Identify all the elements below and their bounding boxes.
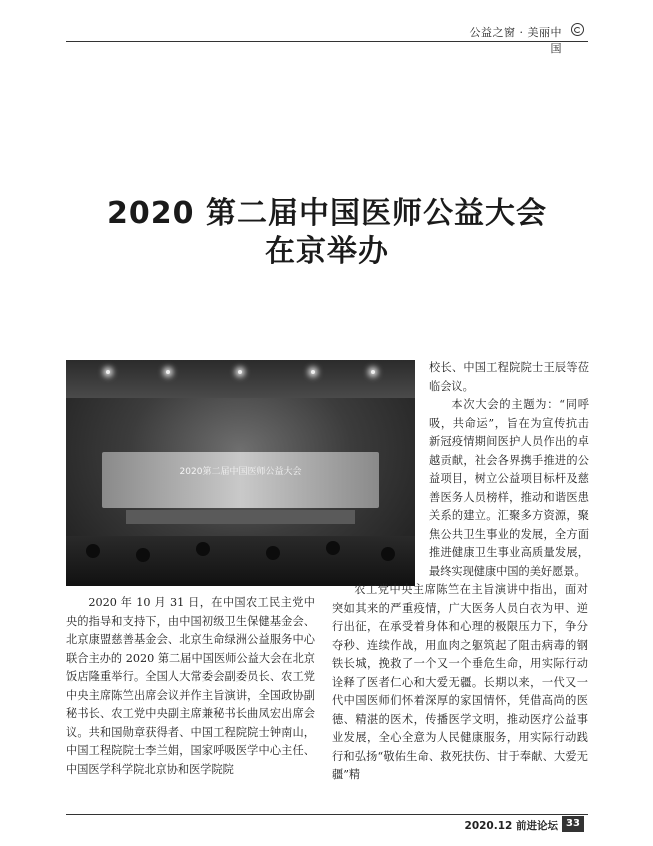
article-right-lower-column [332, 581, 588, 785]
audience-head [381, 547, 395, 561]
conference-photo [66, 360, 415, 586]
footer-issue: 2020.12 前进论坛 [464, 820, 558, 832]
stage-light [238, 370, 242, 374]
photo-stage [126, 510, 355, 524]
page-number: 33 [562, 816, 584, 832]
stage-light [106, 370, 110, 374]
photo-ceiling [66, 360, 415, 398]
article-right-column [429, 359, 589, 581]
photo-screen [102, 452, 379, 508]
header-divider [66, 41, 588, 42]
audience-head [136, 548, 150, 562]
circle-c-icon [571, 23, 584, 36]
article-left-column [66, 594, 315, 779]
audience-head [266, 546, 280, 560]
photo-screen-text: 2020第二届中国医师公益大会 [179, 467, 302, 477]
photo-audience [66, 536, 415, 586]
stage-light [166, 370, 170, 374]
stage-light [371, 370, 375, 374]
footer-divider [66, 814, 588, 815]
audience-head [86, 544, 100, 558]
audience-head [326, 541, 340, 555]
audience-head [196, 542, 210, 556]
article-title-line1: 2020 第二届中国医师公益大会 [107, 196, 547, 231]
article-paragraph: 2020 年 10 月 31 日，在中国农工民主党中央的指导和支持下，由中国初级卫生保健基金会、北京康盟慈善基金会、北京生命绿洲公益服务中心联合主办的 2020 第二届中国医师公益大会在北京饭店隆重举行。全国人大常委会副委员长、农工党中央主席陈竺出席会议并作主旨演讲，全国政协副秘书长、农工党中央副主席兼秘书长曲凤宏出席会议。共和国勋章获得者、中国工程院院士钟南山，中国工程院院士李兰娟，国家呼吸医学中心主任、中国医学科学院北京协和医学院院 [66, 596, 315, 776]
section-header: 公益之窗 · 美丽中国 [469, 26, 562, 55]
article-paragraph: 农工党中央主席陈竺在主旨演讲中指出，面对突如其来的严重疫情，广大医务人员白衣为甲、逆行出征，在承受着身体和心理的极限压力下，争分夺秒、连续作战，用血肉之躯筑起了阻击病毒的钢铁长城，挽救了一个又一个垂危生命，用实际行动诠释了医者仁心和大爱无疆。长期以来，一代又一代中国医师们怀着深厚的家国情怀，凭借高尚的医德、精湛的医术，传播医学文明，推动医疗公益事业发展，全心全意为人民健康服务，用实际行动践行和弘扬“敬佑生命、救死扶伤、甘于奉献、大爱无疆”精 [332, 583, 588, 781]
article-paragraph: 校长、中国工程院院士王辰等莅临会议。 [429, 361, 589, 393]
stage-light [311, 370, 315, 374]
article-title-line2: 在京举办 [265, 234, 389, 269]
article-paragraph: 本次大会的主题为：“同呼吸，共命运”，旨在为宣传抗击新冠疫情期间医护人员作出的卓越贡献，社会各界携手推进的公益项目，树立公益项目标杆及慈善医务人员榜样，推动和谐医患关系的建立。汇聚多方资源，聚焦公共卫生事业的发展，全方面推进健康卫生事业高质量发展，最终实现健康中国的美好愿景。 [429, 398, 589, 578]
